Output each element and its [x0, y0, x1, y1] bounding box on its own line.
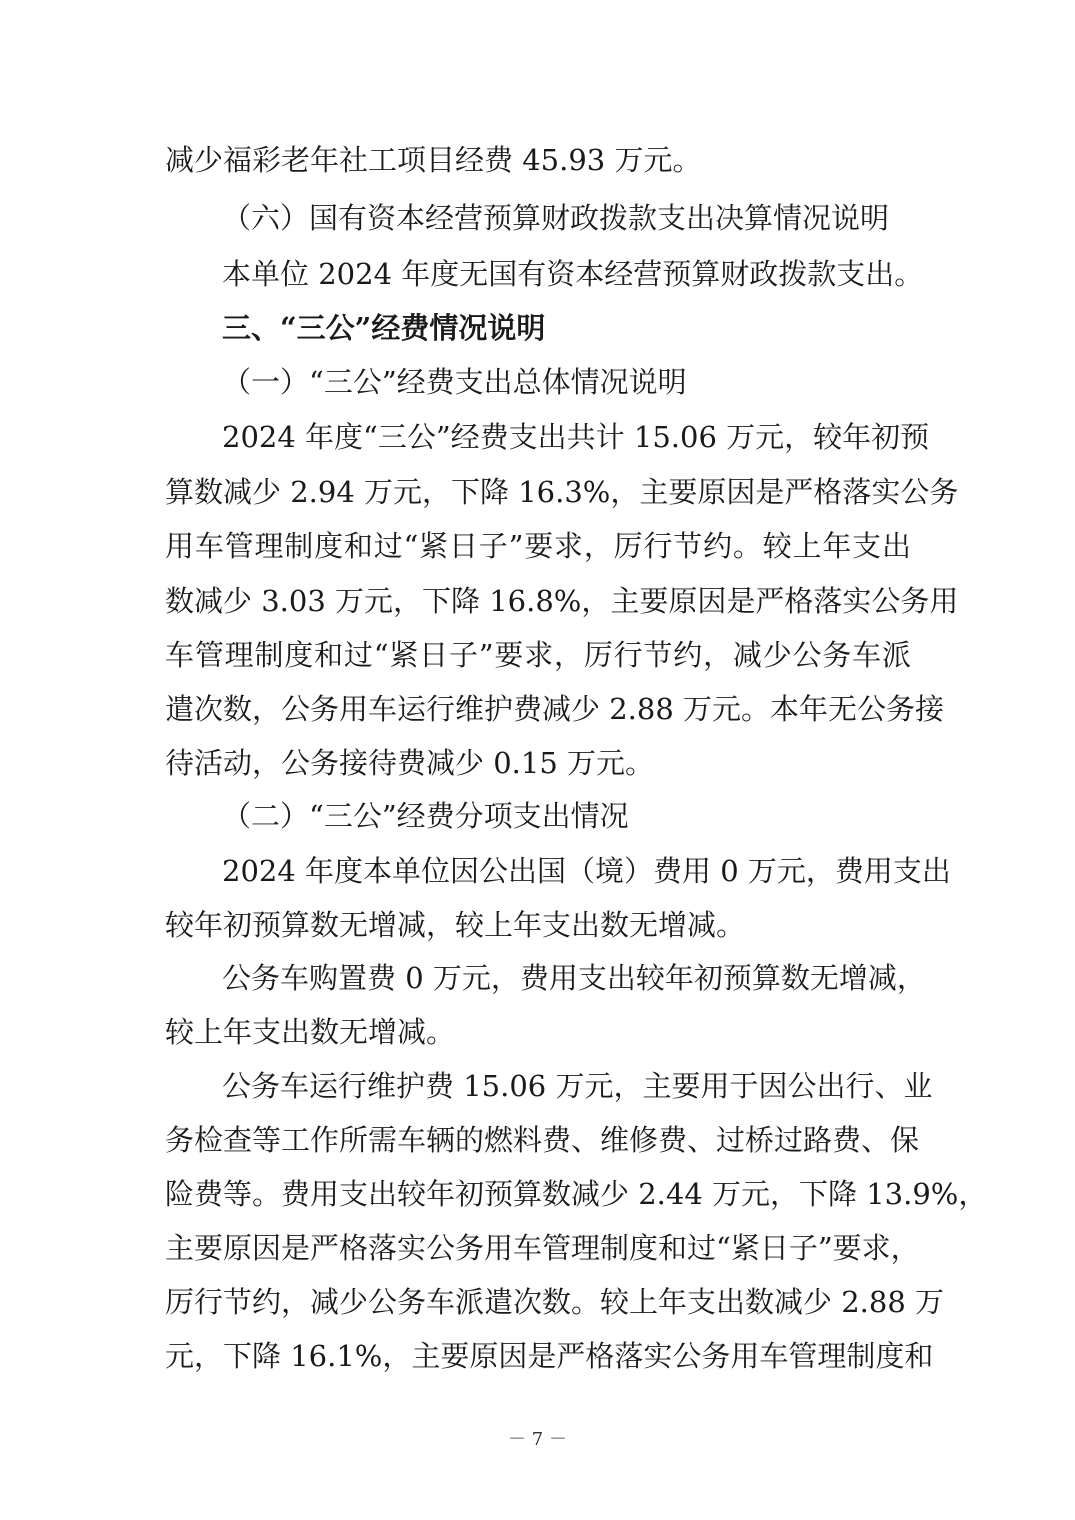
paragraph-line: 数减少 3.03 万元，下降 16.8%，主要原因是严格落实公务用: [165, 584, 959, 618]
paragraph-line: 厉行节约，减少公务车派遣次数。较上年支出数减少 2.88 万: [165, 1285, 945, 1319]
paragraph-line: 险费等。费用支出较年初预算数减少 2.44 万元，下降 13.9%，: [165, 1177, 988, 1211]
paragraph-line: 较上年支出数无增减。: [165, 1015, 456, 1049]
paragraph-line: 2024 年度“三公”经费支出共计 15.06 万元，较年初预: [222, 420, 930, 454]
section-heading: 三、“三公”经费情况说明: [222, 311, 546, 345]
paragraph-line: 遣次数，公务用车运行维护费减少 2.88 万元。本年无公务接: [165, 692, 945, 726]
subsection-heading: （一）“三公”经费支出总体情况说明: [222, 365, 687, 399]
paragraph-line: 待活动，公务接待费减少 0.15 万元。: [165, 746, 655, 780]
paragraph-line: 务检查等工作所需车辆的燃料费、维修费、过桥过路费、保: [165, 1123, 920, 1157]
paragraph-line: 用车管理制度和过“紧日子”要求，厉行节约。较上年支出: [165, 529, 911, 563]
subsection-heading: （二）“三公”经费分项支出情况: [222, 799, 629, 833]
paragraph-line: 本单位 2024 年度无国有资本经营预算财政拨款支出。: [222, 257, 924, 291]
paragraph-line: 公务车运行维护费 15.06 万元，主要用于因公出行、业: [222, 1069, 933, 1103]
subsection-heading: （六）国有资本经营预算财政拨款支出决算情况说明: [222, 201, 890, 235]
paragraph-line: 较年初预算数无增减，较上年支出数无增减。: [165, 908, 746, 942]
paragraph-line: 主要原因是严格落实公务用车管理制度和过“紧日子”要求，: [165, 1231, 920, 1265]
paragraph-line: 元，下降 16.1%，主要原因是严格落实公务用车管理制度和: [165, 1339, 934, 1373]
paragraph-line: 算数减少 2.94 万元，下降 16.3%，主要原因是严格落实公务: [165, 475, 959, 509]
paragraph-line: 2024 年度本单位因公出国（境）费用 0 万元，费用支出: [222, 854, 951, 888]
paragraph-line: 公务车购置费 0 万元，费用支出较年初预算数无增减，: [222, 961, 926, 995]
paragraph-line: 车管理制度和过“紧日子”要求，厉行节约，减少公务车派: [165, 638, 911, 672]
page-number: － 7 －: [508, 1429, 567, 1450]
paragraph-line: 减少福彩老年社工项目经费 45.93 万元。: [165, 143, 702, 177]
